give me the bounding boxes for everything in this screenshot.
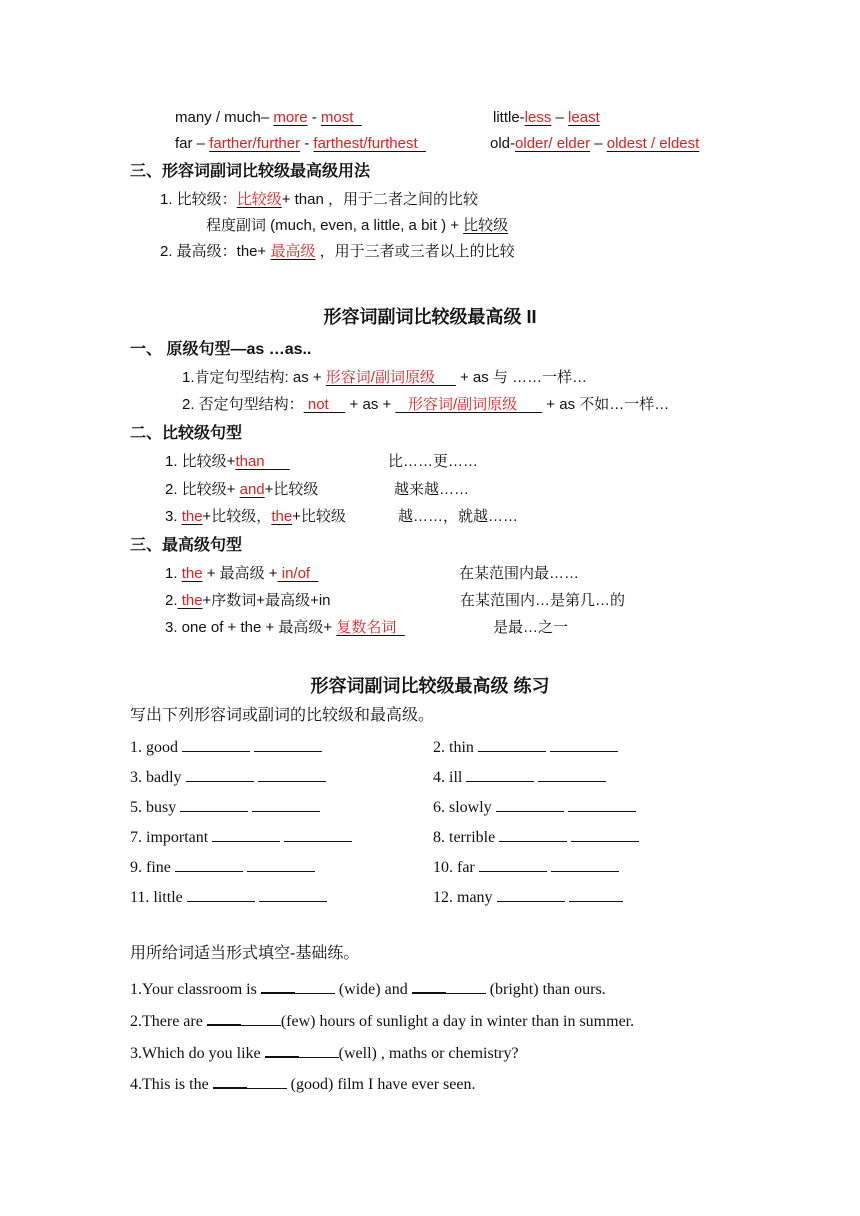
s3-line-1-meaning: 在某范围内最…… xyxy=(459,565,580,582)
s3-line-2: 2. the+序数词+最高级+in xyxy=(165,592,331,609)
practice-item: 3. badly xyxy=(130,767,326,788)
forms-far-line: far – farther/further - farthest/furthest xyxy=(175,135,418,152)
answer-not: not xyxy=(307,396,329,413)
practice-item: 6. slowly xyxy=(433,797,636,818)
answer-blank[interactable] xyxy=(254,737,322,752)
answer-comparative: 比较级 xyxy=(236,191,282,208)
s3-line-2-meaning: 在某范围内…是第几…的 xyxy=(460,592,626,609)
answer-blank[interactable] xyxy=(412,978,446,994)
forms-little-line: little-less – least xyxy=(493,109,600,126)
answer-blank[interactable] xyxy=(241,1011,281,1026)
answer-blank[interactable] xyxy=(213,1073,247,1089)
answer-superlative: 最高级 xyxy=(270,243,316,260)
answer-blank[interactable] xyxy=(538,767,606,782)
answer-blank[interactable] xyxy=(299,1043,339,1058)
practice-item: 1. good xyxy=(130,737,322,758)
usage-line-2: 程度副词 (much, even, a little, a bit ) + 比较级 xyxy=(206,217,509,234)
answer-and: and xyxy=(239,481,265,498)
s2-line-2-meaning: 越来越…… xyxy=(394,481,470,498)
answer-blank[interactable] xyxy=(261,978,295,994)
s2-line-1-meaning: 比……更…… xyxy=(388,453,479,470)
answer-blank[interactable] xyxy=(568,797,636,812)
usage-line-3: 2. 最高级：the+ 最高级 ，用于三者或三者以上的比较 xyxy=(160,243,515,260)
answer-blank[interactable] xyxy=(265,1042,299,1058)
practice-title: 形容词副词比较级最高级 练习 xyxy=(310,676,550,696)
answer-the-1: the xyxy=(181,508,203,525)
answer-in-of: in/of xyxy=(281,565,311,582)
usage-heading: 三、形容词副词比较级最高级用法 xyxy=(130,163,371,180)
s1-line-1: 1.肯定句型结构: as + 形容词/副词原级 + as 与 ……一样… xyxy=(182,369,588,386)
s3-line-3: 3. one of + the + 最高级+ 复数名词 xyxy=(165,619,397,636)
practice-item: 7. important xyxy=(130,827,352,848)
practice-item: 11. little xyxy=(130,887,327,908)
fill-question-2: 2.There are (few) hours of sunlight a day in winter than in summer. xyxy=(130,1010,634,1032)
answer-blank[interactable] xyxy=(252,797,320,812)
answer-blank[interactable] xyxy=(479,857,547,872)
answer-the-2: the xyxy=(271,508,293,525)
answer-older: older/ elder xyxy=(515,135,591,152)
section-3-heading: 三、最高级句型 xyxy=(130,537,243,554)
fill-instruction: 用所给词适当形式填空-基础练。 xyxy=(130,945,360,962)
answer-blank[interactable] xyxy=(284,827,352,842)
answer-plural-noun: 复数名词 xyxy=(336,619,397,636)
fill-question-3: 3.Which do you like (well) , maths or chemistry? xyxy=(130,1042,519,1064)
s3-line-3-meaning: 是最…之一 xyxy=(493,619,569,636)
answer-blank[interactable] xyxy=(180,797,248,812)
answer-blank[interactable] xyxy=(499,827,567,842)
answer-positive-form: 形容词/副词原级 xyxy=(325,369,435,386)
answer-blank[interactable] xyxy=(187,887,255,902)
answer-more: more xyxy=(273,109,308,126)
practice-item: 8. terrible xyxy=(433,827,639,848)
answer-blank[interactable] xyxy=(295,979,335,994)
forms-many-line: many / much– more - most xyxy=(175,109,354,126)
usage-line-1: 1. 比较级：比较级+ than ，用于二者之间的比较 xyxy=(160,191,478,208)
fill-question-1: 1.Your classroom is (wide) and (bright) than ours. xyxy=(130,978,606,1000)
answer-farthest: farthest/furthest xyxy=(313,135,418,152)
answer-blank[interactable] xyxy=(478,737,546,752)
answer-blank[interactable] xyxy=(550,737,618,752)
answer-blank[interactable] xyxy=(247,857,315,872)
answer-oldest: oldest / eldest xyxy=(606,135,700,152)
s3-line-1: 1. the + 最高级 + in/of xyxy=(165,565,311,582)
answer-blank[interactable] xyxy=(212,827,280,842)
answer-least: least xyxy=(568,109,600,126)
practice-item: 9. fine xyxy=(130,857,315,878)
s2-line-3-meaning: 越……，就越…… xyxy=(398,508,519,525)
answer-blank[interactable] xyxy=(207,1010,241,1026)
s1-line-2: 2. 否定句型结构： not + as + 形容词/副词原级 + as 不如…一样… xyxy=(182,396,670,413)
s2-line-1: 1. 比较级+than xyxy=(165,453,265,470)
answer-blank[interactable] xyxy=(571,827,639,842)
section-1-heading: 一、 原级句型—as …as.. xyxy=(130,341,312,358)
answer-the-3: the xyxy=(181,565,203,582)
answer-blank[interactable] xyxy=(466,767,534,782)
answer-blank[interactable] xyxy=(446,979,486,994)
answer-blank[interactable] xyxy=(175,857,243,872)
answer-blank[interactable] xyxy=(182,737,250,752)
answer-blank[interactable] xyxy=(258,767,326,782)
practice-item: 10. far xyxy=(433,857,619,878)
answer-blank[interactable] xyxy=(569,887,623,902)
answer-blank[interactable] xyxy=(186,767,254,782)
answer-blank[interactable] xyxy=(551,857,619,872)
answer-most: most xyxy=(320,109,354,126)
s2-line-2: 2. 比较级+ and+比较级 xyxy=(165,481,319,498)
answer-blank[interactable] xyxy=(497,887,565,902)
answer-less: less xyxy=(524,109,552,126)
practice-item: 12. many xyxy=(433,887,623,908)
practice-instruction: 写出下列形容词或副词的比较级和最高级。 xyxy=(130,707,435,724)
answer-the-4: the xyxy=(181,592,203,609)
answer-farther: farther/further xyxy=(209,135,301,152)
section-title-ii: 形容词副词比较级最高级 II xyxy=(323,307,537,327)
practice-item: 2. thin xyxy=(433,737,618,758)
answer-blank[interactable] xyxy=(259,887,327,902)
answer-blank[interactable] xyxy=(496,797,564,812)
practice-item: 5. busy xyxy=(130,797,320,818)
section-2-heading: 二、比较级句型 xyxy=(130,425,243,442)
practice-item: 4. ill xyxy=(433,767,606,788)
s2-line-3: 3. the+比较级，the+比较级 xyxy=(165,508,346,525)
answer-than: than xyxy=(235,453,265,470)
fill-question-4: 4.This is the (good) film I have ever seen. xyxy=(130,1073,475,1095)
answer-blank[interactable] xyxy=(247,1074,287,1089)
forms-old-line: old-older/ elder – oldest / eldest xyxy=(490,135,700,152)
answer-positive-form-2: 形容词/副词原级 xyxy=(407,396,518,413)
